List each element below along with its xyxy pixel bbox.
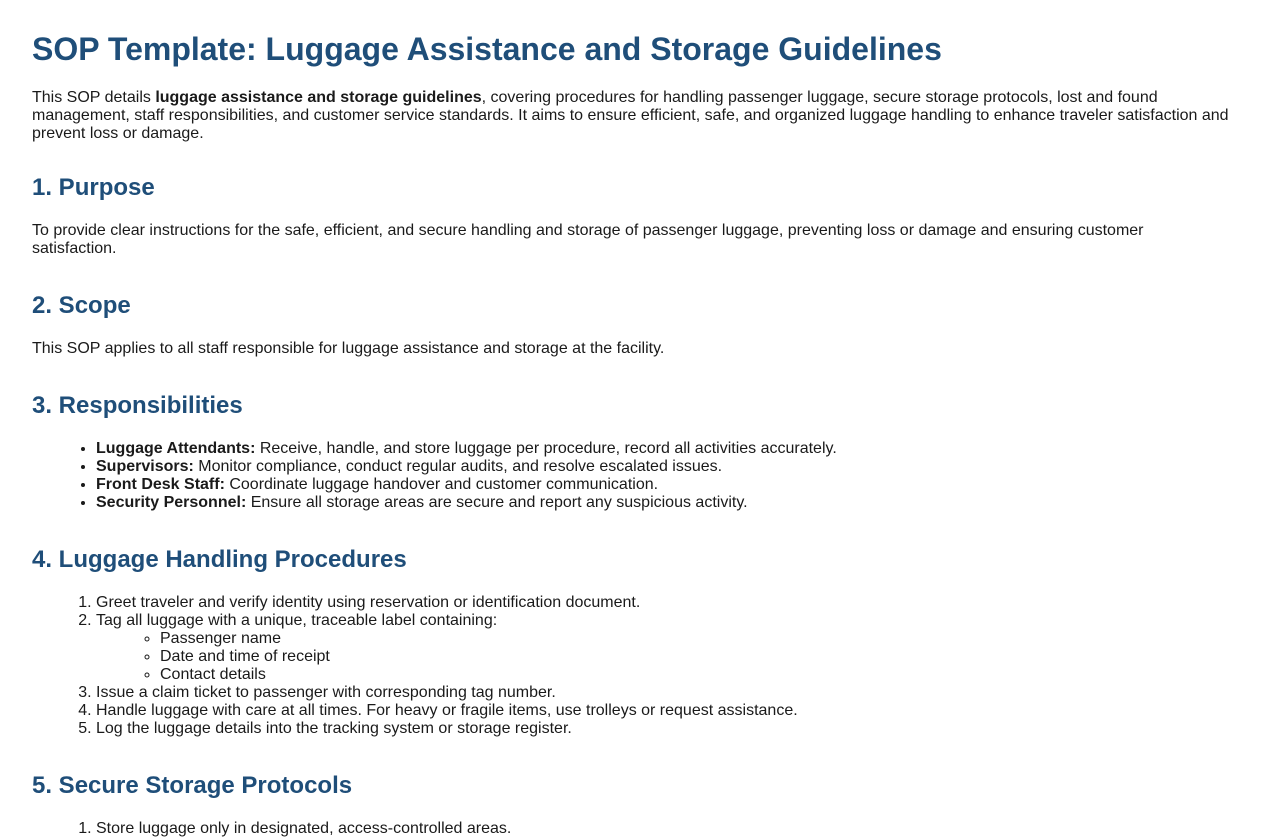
role-description: Receive, handle, and store luggage per procedure, record all activities accurately. bbox=[255, 440, 837, 457]
step-text: Tag all luggage with a unique, traceable label containing: bbox=[96, 612, 498, 629]
scope-heading: 2. Scope bbox=[32, 292, 131, 319]
role-label: Security Personnel: bbox=[96, 494, 247, 511]
list-item bbox=[96, 612, 1231, 684]
storage-heading: 5. Secure Storage Protocols bbox=[32, 772, 353, 799]
intro-paragraph bbox=[32, 89, 1231, 143]
list-item bbox=[96, 594, 1231, 612]
intro-text-start: This SOP details bbox=[32, 89, 156, 106]
list-item: ◦ Contact details bbox=[160, 666, 1231, 684]
tag-fields-list bbox=[96, 630, 1231, 684]
responsibilities-heading: 3. Responsibilities bbox=[32, 392, 243, 419]
step-text: Log the luggage details into the tracking system or storage register. bbox=[96, 720, 572, 737]
intro-text-end: , covering procedures for handling passenger luggage, secure storage protocols, lost and found management, staff responsibilities, and customer service standards. It aims to ensure efficient, safe, and organized luggage handling to enhance traveler satisfaction and prevent loss or damage. bbox=[32, 89, 1229, 142]
role-label: Luggage Attendants: bbox=[96, 440, 256, 457]
role-description: Monitor compliance, conduct regular audits, and resolve escalated issues. bbox=[193, 458, 723, 475]
page-title: SOP Template: Luggage Assistance and Storage Guidelines bbox=[32, 31, 942, 67]
list-item bbox=[96, 684, 1231, 702]
list-item bbox=[96, 458, 1231, 476]
step-text: Greet traveler and verify identity using reservation or identification document. bbox=[96, 594, 641, 611]
role-description: Ensure all storage areas are secure and report any suspicious activity. bbox=[246, 494, 748, 511]
role-description: Coordinate luggage handover and customer communication. bbox=[224, 476, 659, 493]
list-item bbox=[96, 720, 1231, 738]
role-label: Supervisors: bbox=[96, 458, 194, 475]
list-item bbox=[96, 702, 1231, 720]
storage-steps-list bbox=[32, 820, 1231, 838]
list-item: ◦ Date and time of receipt bbox=[160, 648, 1231, 666]
role-label: Front Desk Staff: bbox=[96, 476, 225, 493]
purpose-heading: 1. Purpose bbox=[32, 174, 155, 201]
responsibilities-list bbox=[32, 440, 1231, 512]
step-text: Issue a claim ticket to passenger with corresponding tag number. bbox=[96, 684, 556, 701]
intro-text-bold: luggage assistance and storage guidelines bbox=[155, 89, 482, 106]
scope-text: This SOP applies to all staff responsible for luggage assistance and storage at the facility. bbox=[32, 340, 665, 357]
purpose-text: To provide clear instructions for the safe, efficient, and secure handling and storage of passenger luggage, preventing loss or damage and ensuring customer satisfaction. bbox=[32, 222, 1144, 257]
list-item bbox=[96, 440, 1231, 458]
list-item: ◦ Passenger name bbox=[160, 630, 1231, 648]
handling-heading: 4. Luggage Handling Procedures bbox=[32, 546, 407, 573]
list-item bbox=[96, 494, 1231, 512]
handling-steps-list bbox=[32, 594, 1231, 738]
list-item: 1. Store luggage only in designated, access-controlled areas. bbox=[96, 820, 1231, 838]
step-text: Handle luggage with care at all times. For heavy or fragile items, use trolleys or request assistance. bbox=[96, 702, 798, 719]
list-item bbox=[96, 476, 1231, 494]
